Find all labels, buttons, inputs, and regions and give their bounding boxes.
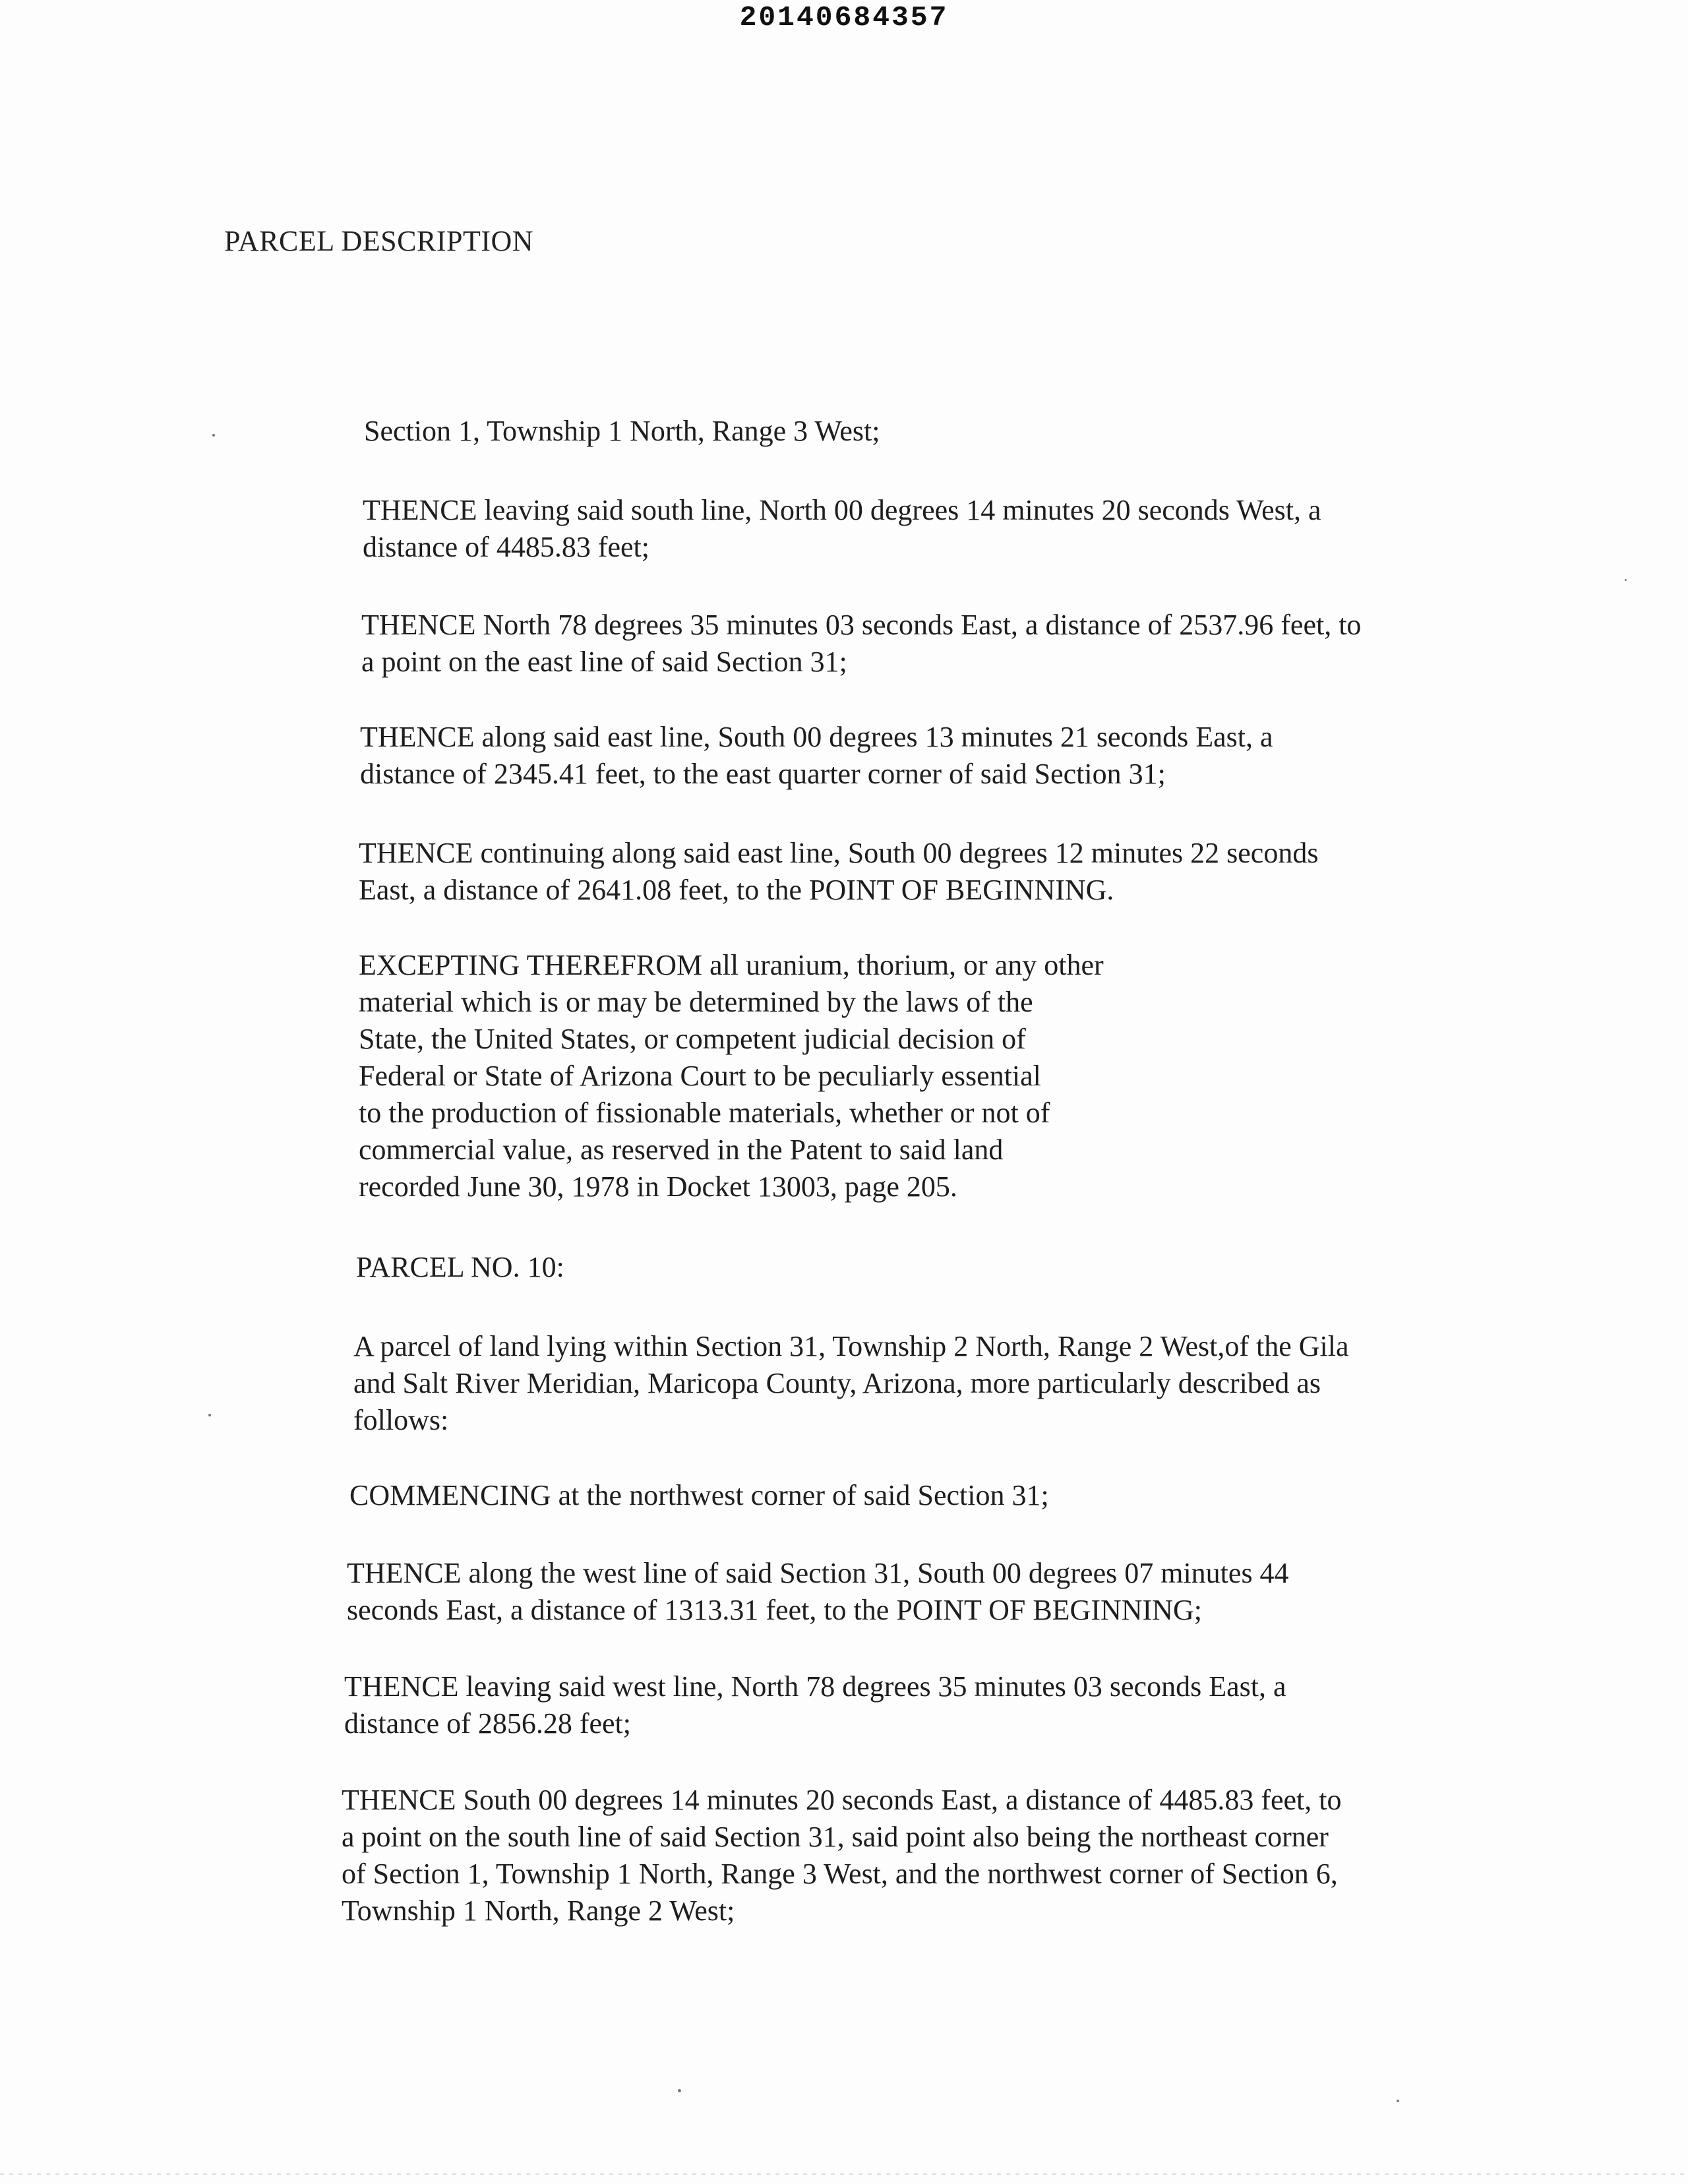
paragraph-thence-west-line: THENCE along the west line of said Section 31, South 00 degrees 07 minutes 44 seconds East, a distance of 1313.31 feet, to the POINT OF BEGINNING; [347,1557,1289,1626]
paragraph-excepting: EXCEPTING THEREFROM all uranium, thorium, or any other material which is or may be determined by the laws of the State, the United States, or competent judicial decision of Federal or State of Arizona Court to be peculiarly essential to the production of fissionable materials, whether or not of commercial value, as reserved in the Patent to said land recorded June 30, 1978 in Docket 13003, page 205. [359,949,1104,1203]
paragraph-thence-north-1: THENCE leaving said south line, North 00 degrees 14 minutes 20 seconds West, a distance of 4485.83 feet; [363,494,1321,563]
scan-edge-line [0,2173,1688,2175]
paragraph-parcel-intro: A parcel of land lying within Section 31, Township 2 North, Range 2 West,of the Gila and Salt River Meridian, Maricopa County, Arizona, more particularly described as follows: [353,1330,1349,1436]
scan-speck [1625,579,1627,581]
scan-speck [678,2089,681,2092]
scan-speck [208,1414,211,1416]
scan-speck [1397,2100,1399,2102]
recording-number: 20140684357 [739,1,949,34]
paragraph-thence-north-2: THENCE North 78 degrees 35 minutes 03 seconds East, a distance of 2537.96 feet, to a point on the east line of said Section 31; [361,609,1362,678]
paragraph-section-reference: Section 1, Township 1 North, Range 3 West; [364,415,880,447]
paragraph-thence-south-3: THENCE South 00 degrees 14 minutes 20 seconds East, a distance of 4485.83 feet, to a point on the south line of said Section 31, said point also being the northeast corner of Section 1, Township 1 North, Range 3 West, and the northwest corner of Section 6, Township 1 North, Range 2 West; [342,1784,1342,1927]
scan-speck [212,434,215,437]
paragraph-thence-leaving: THENCE leaving said west line, North 78 degrees 35 minutes 03 seconds East, a distance of 2856.28 feet; [344,1670,1286,1740]
page-heading: PARCEL DESCRIPTION [224,225,534,257]
parcel-number-heading: PARCEL NO. 10: [356,1251,564,1283]
paragraph-thence-south-2: THENCE continuing along said east line, South 00 degrees 12 minutes 22 seconds East, a distance of 2641.08 feet, to the POINT OF BEGINNING. [359,837,1319,906]
paragraph-commencing: COMMENCING at the northwest corner of said Section 31; [349,1479,1049,1511]
paragraph-thence-south-1: THENCE along said east line, South 00 degrees 13 minutes 21 seconds East, a distance of 2345.41 feet, to the east quarter corner of said Section 31; [360,721,1273,790]
